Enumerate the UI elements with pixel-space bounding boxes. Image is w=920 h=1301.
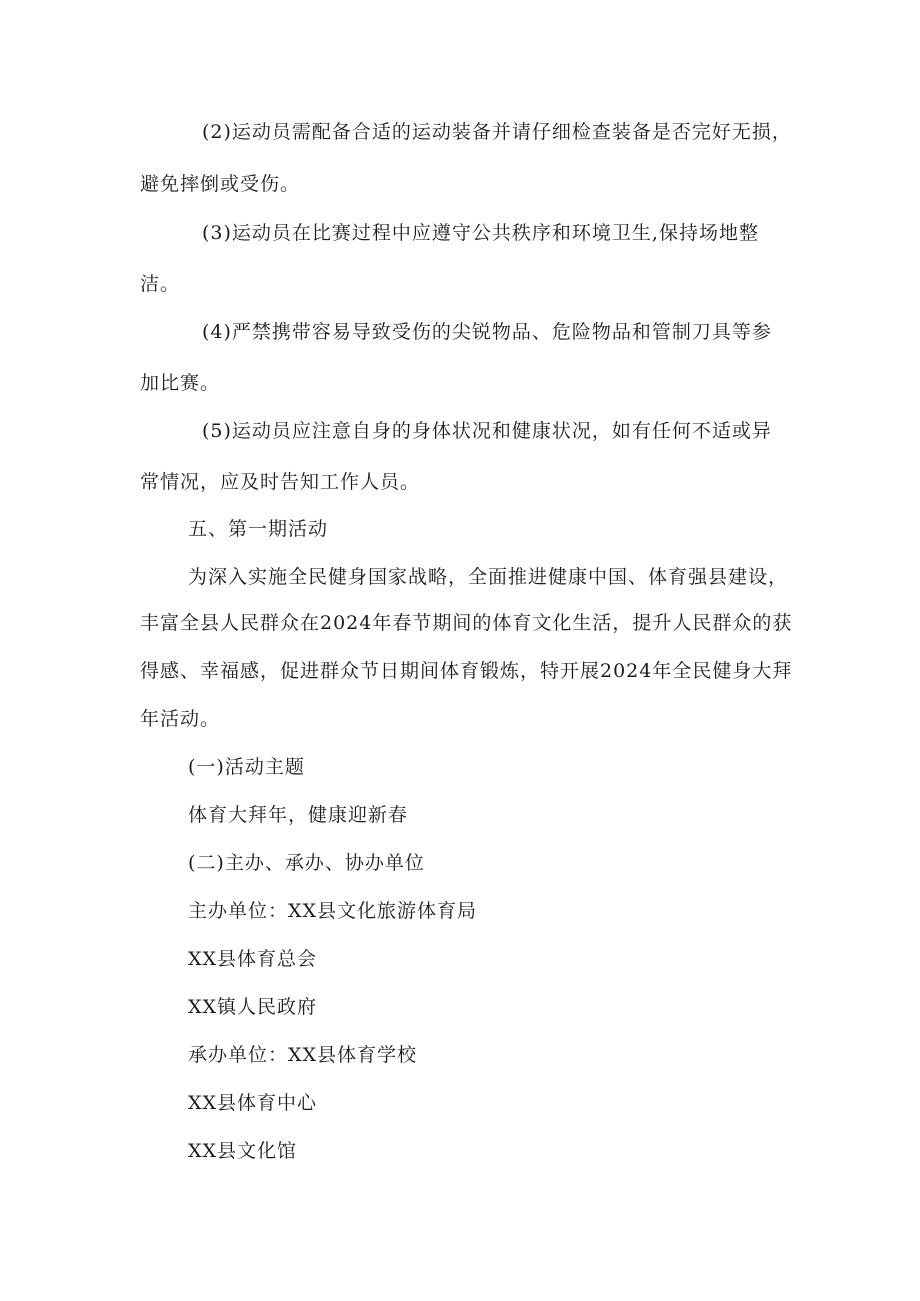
host-unit-line2: XX县体育总会 [188, 948, 318, 970]
item-2-line2: 避免摔倒或受伤。 [140, 173, 301, 195]
item-4-line2: 加比赛。 [140, 372, 221, 394]
intro-line1: 为深入实施全民健身国家战略，全面推进健康中国、体育强县建设， [188, 566, 789, 588]
section-five-heading: 五、第一期活动 [188, 518, 329, 540]
organizer-unit-line1: 承办单位：XX县体育学校 [188, 1044, 418, 1066]
item-2-line1: (2)运动员需配备合适的运动装备并请仔细检查装备是否完好无损， [202, 121, 792, 143]
item-3-line1: (3)运动员在比赛过程中应遵守公共秩序和环境卫生,保持场地整 [202, 222, 759, 244]
item-3-line2: 洁。 [140, 273, 181, 295]
host-unit-line3: XX镇人民政府 [188, 996, 318, 1018]
organizer-unit-line3: XX县文化馆 [188, 1140, 298, 1162]
host-unit-line1: 主办单位：XX县文化旅游体育局 [188, 900, 478, 922]
organizer-unit-line2: XX县体育中心 [188, 1092, 318, 1114]
theme-text: 体育大拜年，健康迎新春 [188, 804, 409, 826]
intro-line2: 丰富全县人民群众在2024年春节期间的体育文化生活，提升人民群众的获 [140, 612, 793, 634]
item-5-line1: (5)运动员应注意自身的身体状况和健康状况，如有任何不适或异 [202, 420, 772, 442]
intro-line4: 年活动。 [140, 708, 221, 730]
subsection-units-heading: (二)主办、承办、协办单位 [188, 852, 425, 874]
subsection-theme-heading: (一)活动主题 [188, 756, 305, 778]
item-5-line2: 常情况，应及时告知工作人员。 [140, 471, 421, 493]
item-4-line1: (4)严禁携带容易导致受伤的尖锐物品、危险物品和管制刀具等参 [202, 321, 772, 343]
intro-line3: 得感、幸福感，促进群众节日期间体育锻炼，特开展2024年全民健身大拜 [140, 660, 793, 682]
